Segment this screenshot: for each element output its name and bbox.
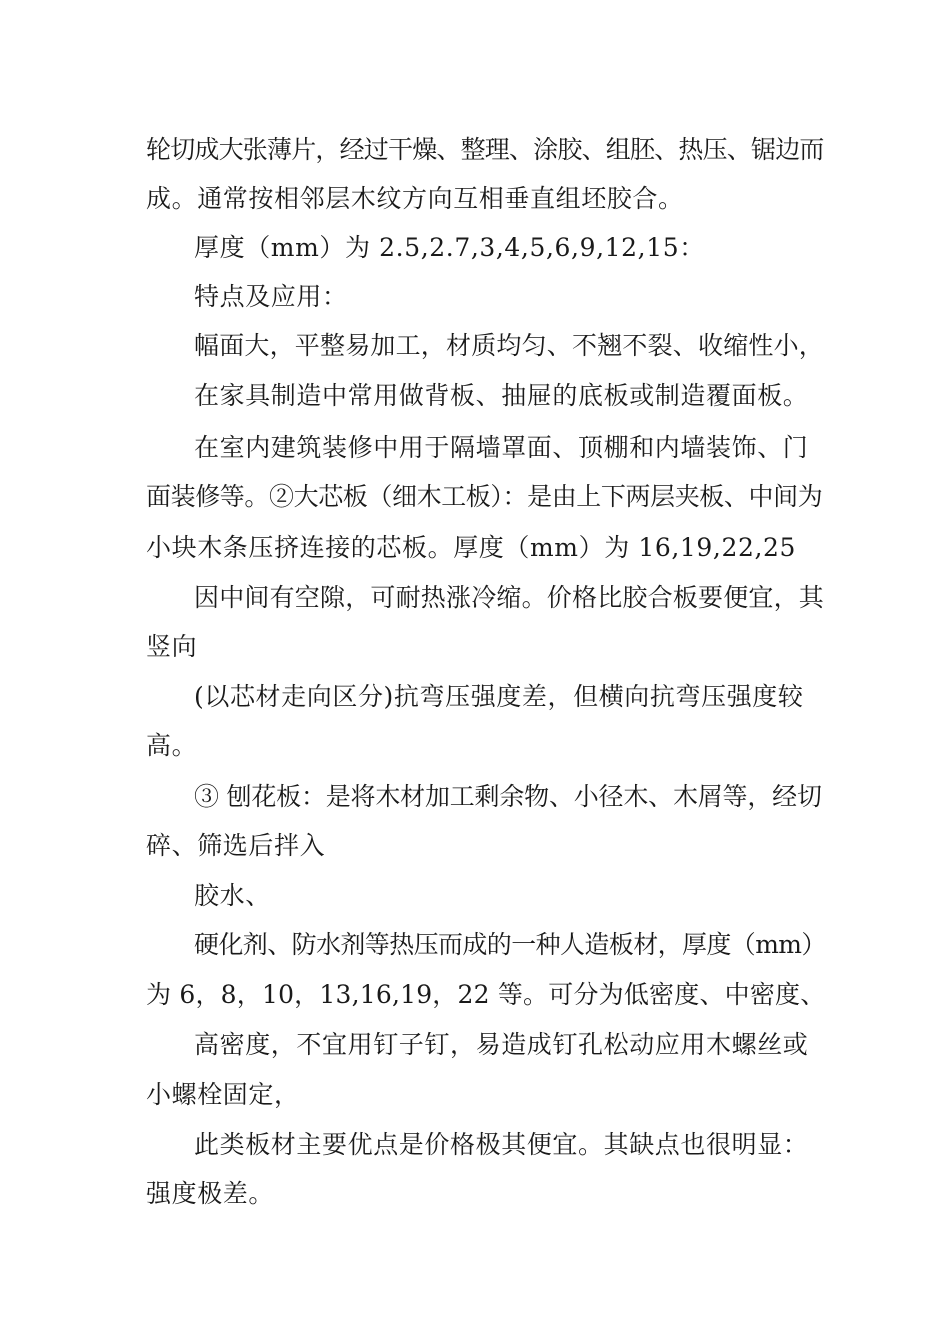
text-line-21: 此类板材主要优点是价格极其便宜。其缺点也很明显： [194, 1130, 809, 1159]
text-line-15: 碎、筛选后拌入 [146, 831, 326, 860]
text-line-2: 成。通常按相邻层木纹方向互相垂直组坯胶合。 [146, 184, 684, 213]
text-line-10: 因中间有空隙，可耐热涨冷缩。价格比胶合板要便宜，其 [194, 583, 825, 612]
text-line-5: 幅面大，平整易加工，材质均匀、不翘不裂、收缩性小， [194, 331, 825, 360]
text-line-16: 胶水、 [194, 881, 271, 910]
text-line-19: 高密度，不宜用钉子钉，易造成钉孔松动应用木螺丝或 [194, 1030, 809, 1059]
text-line-14: ③ 刨花板：是将木材加工剩余物、小径木、木屑等，经切 [194, 782, 822, 811]
text-line-17: 硬化剂、防水剂等热压而成的一种人造板材，厚度（mm） [194, 930, 826, 959]
text-line-4: 特点及应用： [194, 282, 348, 311]
text-line-3: 厚度（mm）为 2.5,2.7,3,4,5,6,9,12,15： [194, 233, 705, 262]
text-line-6: 在家具制造中常用做背板、抽屉的底板或制造覆面板。 [194, 381, 809, 410]
text-line-1: 轮切成大张薄片，经过干燥、整理、涂胶、组胚、热压、锯边而 [146, 135, 824, 164]
text-line-9: 小块木条压挤连接的芯板。厚度（mm）为 16,19,22,25 [146, 533, 797, 562]
text-line-22: 强度极差。 [146, 1179, 275, 1208]
text-line-12: (以芯材走向区分)抗弯压强度差，但横向抗弯压强度较 [194, 682, 804, 711]
text-line-8: 面装修等。②大芯板（细木工板）：是由上下两层夹板、中间为 [146, 482, 823, 511]
text-line-11: 竖向 [146, 632, 198, 661]
text-line-13: 高。 [146, 731, 198, 760]
text-line-20: 小螺栓固定， [146, 1080, 300, 1109]
text-line-18: 为 6，8，10，13,16,19，22 等。可分为低密度、中密度、 [146, 980, 826, 1009]
text-line-7: 在室内建筑装修中用于隔墙罩面、顶棚和内墙装饰、门 [194, 433, 809, 462]
